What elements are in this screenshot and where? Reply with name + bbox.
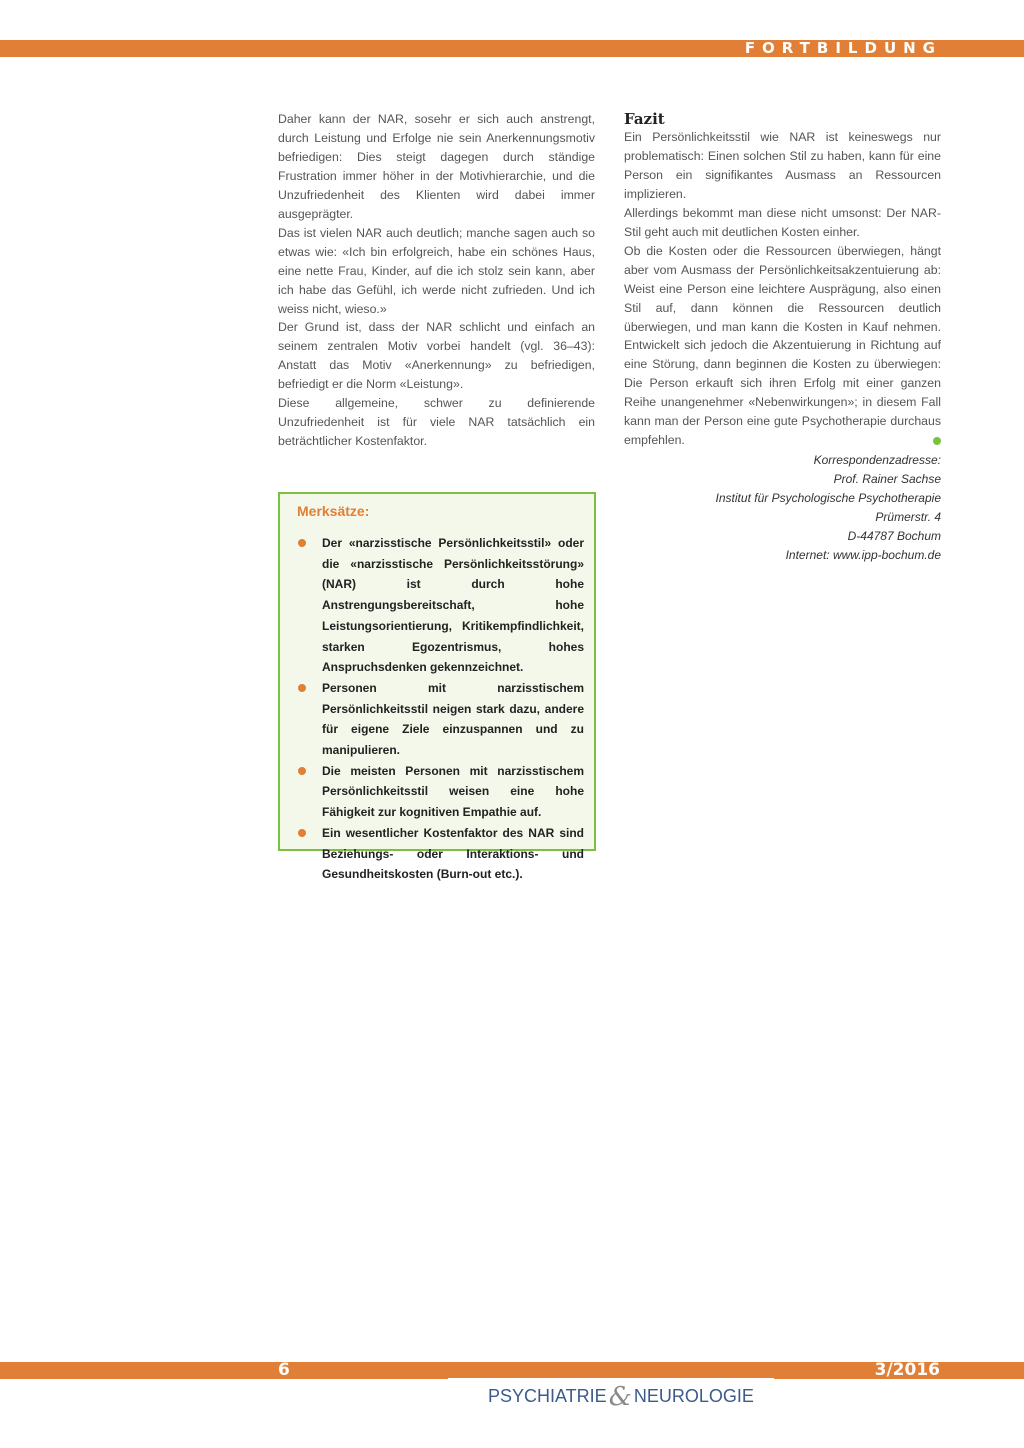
merksaetze-box (278, 492, 596, 882)
correspondence-address (624, 451, 941, 565)
header-bar (0, 40, 1024, 57)
address-institute: Institut für Psychologische Psychotherapie (715, 491, 941, 506)
paragraph-text: Ob die Kosten oder die Ressourcen überwiegen, hängt aber vom Ausmass der Persönlichkeitsakzentuierung ab: Weist eine Person eine leichtere Ausprägung, also einen Stil auf, dann können die Ressourcen deutlich überwiegen, und man kann die Kosten in Kauf nehmen. Entwickelt sich jedoch die Akzentuierung in Richtung auf eine Störung, dann beginnen die Kosten zu überwiegen: Die Person erkauft sich ihren Erfolg mit einer ganzen Reihe unangenehmer «Nebenwirkungen»; in diesem Fall kann man der Person eine gute Psychotherapie durchaus empfehlen. (624, 243, 941, 448)
address-city: D-44787 Bochum (847, 529, 941, 544)
journal-name-part1: PSYCHIATRIE (488, 1386, 607, 1406)
ampersand-icon: & (608, 1382, 632, 1412)
end-marker-icon (933, 437, 941, 445)
section-label: FORTBILDUNG (744, 39, 942, 57)
left-column (278, 110, 595, 451)
address-name: Prof. Rainer Sachse (833, 472, 941, 487)
address-internet: Internet: www.ipp-bochum.de (785, 548, 941, 563)
merksaetze-title: Merksätze: (297, 503, 370, 519)
section-heading: Fazit (624, 110, 665, 128)
list-item-text: Die meisten Personen mit narzisstischem Persönlichkeitsstil weisen eine hohe Fähigkeit zur kognitiven Empathie auf. (322, 763, 584, 820)
paragraph: Allerdings bekommt man diese nicht umsonst: Der NAR-Stil geht auch mit deutlichen Kosten einher. (624, 205, 941, 239)
journal-name (488, 1382, 754, 1412)
list-item-text: Personen mit narzisstischem Persönlichkeitsstil neigen stark dazu, andere für eigene Ziele einzuspannen und zu manipulieren. (322, 680, 584, 758)
bullet-icon (298, 539, 306, 547)
paragraph (624, 242, 941, 450)
merksaetze-list (296, 533, 584, 885)
footer-bar (0, 1362, 1024, 1379)
bullet-icon (298, 767, 306, 775)
list-item-text: Ein wesentlicher Kostenfaktor des NAR sind Beziehungs- oder Interaktions- und Gesundheitskosten (Burn-out etc.). (322, 825, 584, 882)
issue-number: 3/2016 (874, 1360, 940, 1380)
paragraph: Der Grund ist, dass der NAR schlicht und einfach an seinem zentralen Motiv vorbei handelt (vgl. 36–43): Anstatt das Motiv «Anerkennung» zu befriedigen, befriedigt er die Norm «Leistung». (278, 320, 595, 392)
journal-name-part2: NEUROLOGIE (633, 1386, 754, 1406)
list-item (296, 823, 584, 885)
list-item (296, 761, 584, 823)
bullet-icon (298, 829, 306, 837)
list-item (296, 533, 584, 678)
bullet-icon (298, 684, 306, 692)
list-item (296, 678, 584, 761)
paragraph: Das ist vielen NAR auch deutlich; manche sagen auch so etwas wie: «Ich bin erfolgreich, habe ein schönes Haus, eine nette Frau, Kinder, auf die ich stolz sein kann, aber ich habe das Gefühl, ich werde nicht zufrieden. Und ich weiss nicht, wieso.» (278, 225, 595, 316)
journal-logo (448, 1378, 774, 1412)
address-street: Prümerstr. 4 (875, 510, 941, 525)
page-number: 6 (278, 1360, 290, 1380)
list-item-text: Der «narzisstische Persönlichkeitsstil» oder die «narzisstische Persönlichkeitsstörung» (NAR) ist durch hohe Anstrengungsbereitschaft, hohe Leistungsorientierung, Kritikempfindlichkeit, starken Egozentrismus, hohes Anspruchsdenken gekennzeichnet. (322, 536, 584, 675)
paragraph: Daher kann der NAR, sosehr er sich auch anstrengt, durch Leistung und Erfolge nie sein Anerkennungsmotiv befriedigen: Dies steigt dagegen durch ständige Frustration immer höher in der Motivhierarchie, und die Unzufriedenheit des Klienten wird dabei immer ausgeprägter. (278, 112, 595, 221)
paragraph: Diese allgemeine, schwer zu definierende Unzufriedenheit ist für viele NAR tatsächlich ein beträchtlicher Kostenfaktor. (278, 396, 595, 449)
address-label: Korrespondenzadresse: (813, 453, 941, 468)
right-column (624, 110, 941, 565)
paragraph: Ein Persönlichkeitsstil wie NAR ist keineswegs nur problematisch: Einen solchen Stil zu haben, kann für eine Person ein signifikantes Ausmass an Ressourcen implizieren. (624, 130, 941, 201)
